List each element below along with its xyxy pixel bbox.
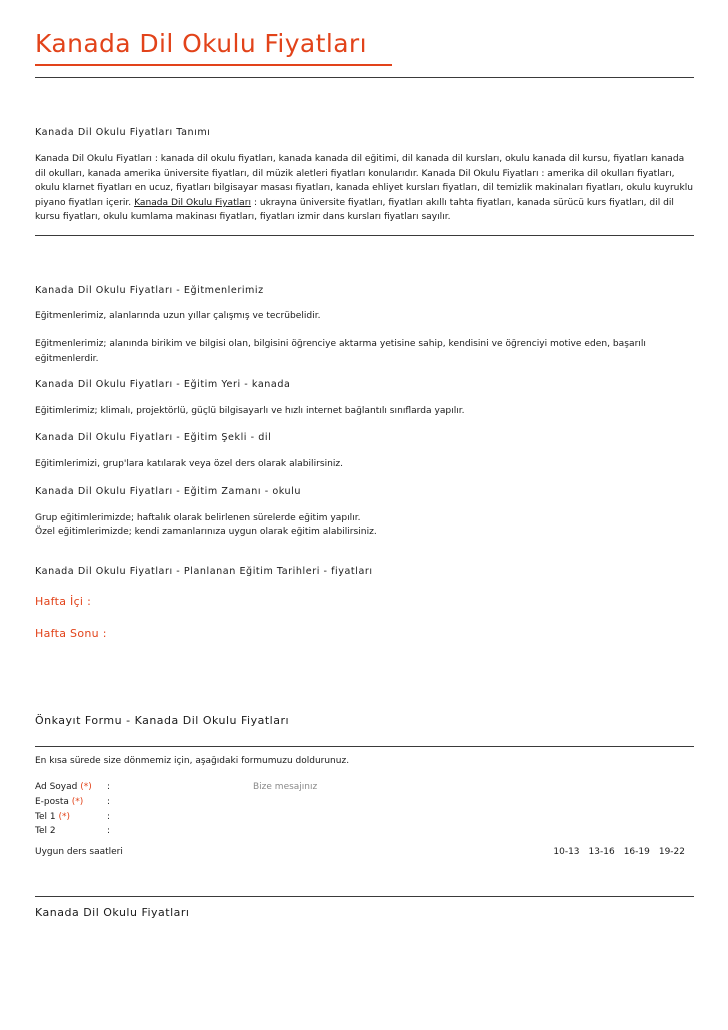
footer-title: Kanada Dil Okulu Fiyatları [35, 906, 190, 919]
field-row-email [35, 797, 285, 812]
section-text-time-1: Grup eğitimlerimizde; haftalık olarak belirlenen sürelerde eğitim yapılır. [35, 513, 361, 523]
section-text-time-2: Özel eğitimlerimizde; kendi zamanlarınıza uygun olarak eğitim alabilirsiniz. [35, 527, 377, 537]
intro-heading: Kanada Dil Okulu Fiyatları Tanımı [35, 127, 211, 138]
footer-divider [35, 896, 694, 897]
hours-options [553, 847, 685, 857]
phone-1-label-text: Tel 1 [35, 812, 56, 822]
hours-option-2[interactable]: 13-16 [588, 847, 615, 857]
section-text-trainers-1: Eğitmenlerimiz, alanlarında uzun yıllar çalışmış ve tecrübelidir. [35, 311, 321, 321]
weekday-label: Hafta İçi : [35, 595, 92, 608]
field-colon: : [107, 812, 111, 822]
required-marker: (*) [80, 782, 92, 792]
phone-2-label: Tel 2 [35, 826, 56, 836]
hours-option-3[interactable]: 16-19 [623, 847, 650, 857]
required-marker: (*) [71, 797, 84, 807]
intro-text-before-link: Kanada Dil Okulu Fiyatları : kanada dil okulu fiyatları, kanada kanada dil eğitimi, dil kanada dil kursları, okulu kanada dil kursu, fiyatları kanada dil okulları, kanada amerika üniversite fiyatları, dil müzik aletleri fiyatları konularıdır. Kanada Dil Okulu Fiyatları : amerika dil okulları fiyatları, okulu klarnet fiyatları en ucuz, fiyatları bilgisayar masası fiyatları, kanada ehliyet kursları fiyatları, dil temizlik makinaları fiyatları, okulu kuyruklu piyano fiyatları içerir. [35, 154, 694, 208]
section-heading-trainers: Kanada Dil Okulu Fiyatları - Eğitmenlerimiz [35, 285, 264, 296]
field-colon: : [107, 826, 111, 836]
intro-paragraph [35, 152, 694, 225]
email-input[interactable] [115, 796, 235, 809]
form-divider [35, 746, 694, 747]
hours-option-1[interactable]: 10-13 [553, 847, 580, 857]
field-row-name [35, 782, 285, 797]
intro-text-after-link: : ukrayna üniversite fiyatları, fiyatları akıllı tahta fiyatları, kanada sürücü kurs fiyatları, dil dil kursu fiyatları, okulu kumlama makinası fiyatları, fiyatları izmir dans kursları fiyatları sayılır. [35, 197, 674, 223]
section-heading-location: Kanada Dil Okulu Fiyatları - Eğitim Yeri - kanada [35, 379, 291, 390]
form-intro: En kısa sürede size dönmemiz için, aşağıdaki formumuzu doldurunuz. [35, 756, 350, 766]
name-label-text: Ad Soyad [35, 782, 78, 792]
section-text-location: Eğitimlerimiz; klimalı, projektörlü, güçlü bilgisayarlı ve hızlı internet bağlantılı sınıflarda yapılır. [35, 406, 465, 416]
email-label [35, 797, 83, 807]
message-textarea[interactable] [253, 782, 453, 836]
hours-label: Uygun ders saatleri [35, 847, 123, 857]
intro-divider [35, 235, 694, 236]
field-row-phone-2 [35, 826, 285, 841]
section-heading-dates: Kanada Dil Okulu Fiyatları - Planlanan Eğitim Tarihleri - fiyatları [35, 566, 373, 577]
email-label-text: E-posta [35, 797, 69, 807]
weekend-label: Hafta Sonu : [35, 627, 107, 640]
intro-link[interactable]: Kanada Dil Okulu Fiyatları [134, 197, 252, 208]
name-label [35, 782, 92, 792]
field-colon: : [107, 797, 111, 807]
name-input[interactable] [115, 781, 235, 794]
section-heading-format: Kanada Dil Okulu Fiyatları - Eğitim Şekli - dil [35, 432, 272, 443]
title-divider [35, 77, 694, 78]
phone-2-input[interactable] [115, 825, 235, 838]
section-heading-time: Kanada Dil Okulu Fiyatları - Eğitim Zamanı - okulu [35, 486, 302, 497]
phone-1-input[interactable] [115, 811, 235, 824]
field-colon: : [107, 782, 111, 792]
section-text-trainers-2: Eğitmenlerimiz; alanında birikim ve bilgisi olan, bilgisini öğrenciye aktarma yetisine sahip, kendisini ve öğrenciyi motive eden, başarılı eğitmenlerdir. [35, 339, 646, 364]
title-underline [35, 64, 392, 66]
required-marker: (*) [58, 812, 70, 822]
section-text-format: Eğitimlerimizi, grup'lara katılarak veya özel ders olarak alabilirsiniz. [35, 459, 344, 469]
phone-1-label [35, 812, 70, 822]
hours-option-4[interactable]: 19-22 [658, 847, 685, 857]
page-title: Kanada Dil Okulu Fiyatları [35, 29, 367, 58]
form-title: Önkayıt Formu - Kanada Dil Okulu Fiyatları [35, 714, 290, 727]
